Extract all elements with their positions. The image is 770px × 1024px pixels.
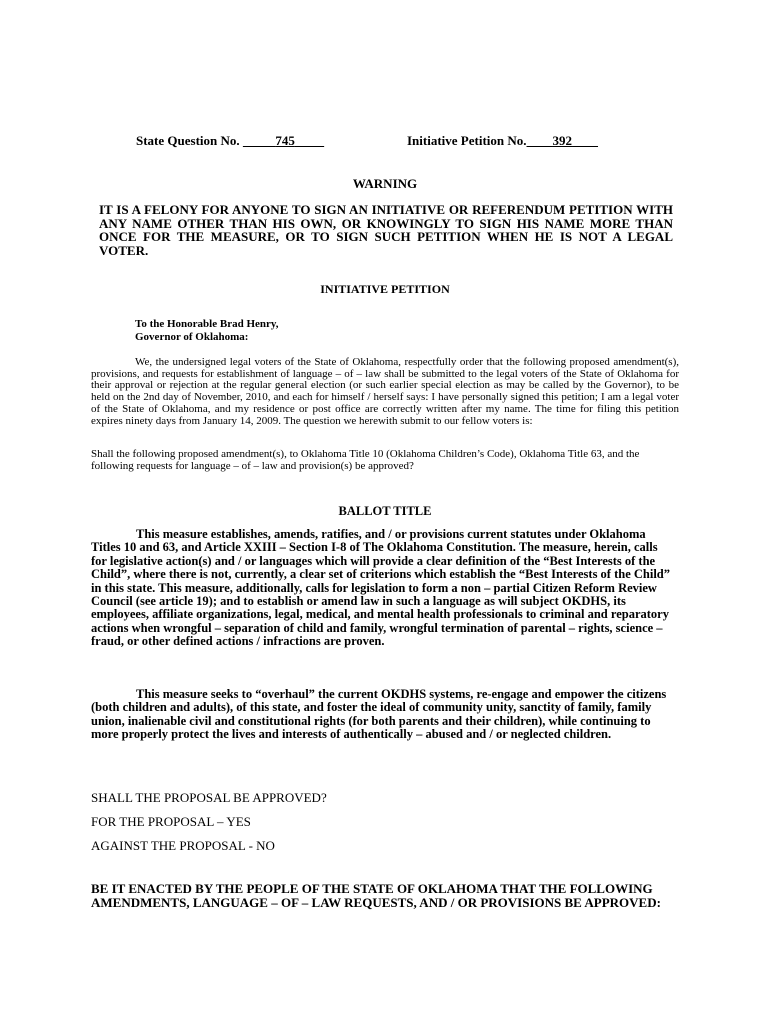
ballot-paragraph-2: This measure seeks to “overhaul” the current OKDHS systems, re-engage and empower the citizens (both children and adults), of this state, and foster the ideal of community unity, sanctity of family, family union, inalienable civil and constitutional rights (for both parents and their children), while continuing to more properly protect the lives and interests of authentically – abused and / or neglected children. <box>91 687 667 742</box>
addressee-line-1: To the Honorable Brad Henry, <box>135 318 279 330</box>
state-question-label: State Question No. <box>136 133 240 148</box>
initiative-petition-label: Initiative Petition No. <box>407 133 527 148</box>
enactment-clause: BE IT ENACTED BY THE PEOPLE OF THE STATE OF OKLAHOMA THAT THE FOLLOWING AMENDMENTS, LANGUAGE – OF – LAW REQUESTS, AND / OR PROVISIONS BE APPROVED: <box>91 881 661 910</box>
addressee-line-2: Governor of Oklahoma: <box>135 331 249 343</box>
initiative-petition-number: 392 <box>552 133 573 148</box>
warning-title: WARNING <box>352 176 418 191</box>
initiative-petition-line <box>407 133 598 149</box>
warning-text: IT IS A FELONY FOR ANYONE TO SIGN AN INITIATIVE OR REFERENDUM PETITION WITH ANY NAME OTHER THAN HIS OWN, OR KNOWINGLY TO SIGN HIS NAME MORE THAN ONCE FOR THE MEASURE, OR TO SIGN SUCH PETITION WHEN HE IS NOT A LEGAL VOTER. <box>99 202 673 258</box>
petition-question: Shall the following proposed amendment(s), to Oklahoma Title 10 (Oklahoma Children’s Code), Oklahoma Title 63, and the following requests for language – of – law and provision(s) be approved? <box>91 448 640 472</box>
shall-question: SHALL THE PROPOSAL BE APPROVED? <box>91 790 327 805</box>
for-proposal: FOR THE PROPOSAL – YES <box>91 814 251 829</box>
against-proposal: AGAINST THE PROPOSAL - NO <box>91 838 275 853</box>
ballot-title-heading: BALLOT TITLE <box>338 504 432 518</box>
ballot-paragraph-1: This measure establishes, amends, ratifies, and / or provisions current statutes under Oklahoma Titles 10 and 63, and Article XXIII – Section I-8 of The Oklahoma Constitution. The measure, herein, calls for legislative action(s) and / or languages which will provide a clear definition of the “Best Interests of the Child”, where there is not, currently, a clear set of criterions which establish the “Best Interests of the Child” in this state. This measure, additionally, calls for legislation to form a non – partial Citizen Reform Review Council (see article 19); and to establish or amend law in such a language as will subject OKDHS, its employees, affiliate organizations, legal, medical, and mental health professionals to criminal and reparatory actions when wrongful – separation of child and family, wrongful termination of parental – rights, science – fraud, or other defined actions / infractions are proven. <box>91 527 671 649</box>
petition-title: INITIATIVE PETITION <box>320 282 450 296</box>
petition-body: We, the undersigned legal voters of the State of Oklahoma, respectfully order that the following proposed amendment(s), provisions, and requests for establishment of language – of – law shall be submitted to the legal voters of the State of Oklahoma for their approval or rejection at the regular general election (or such earlier special election as may be called by the Governor), to be held on the 2nd day of November, 2010, and each for himself / herself says: I have personally signed this petition; I am a legal voter of the State of Oklahoma, and my residence or post office are correctly written after my name. The time for filing this petition expires ninety days from January 14, 2009. The question we herewith submit to our fellow voters is: <box>91 356 679 427</box>
state-question-line <box>136 133 324 149</box>
state-question-number: 745 <box>275 133 295 148</box>
